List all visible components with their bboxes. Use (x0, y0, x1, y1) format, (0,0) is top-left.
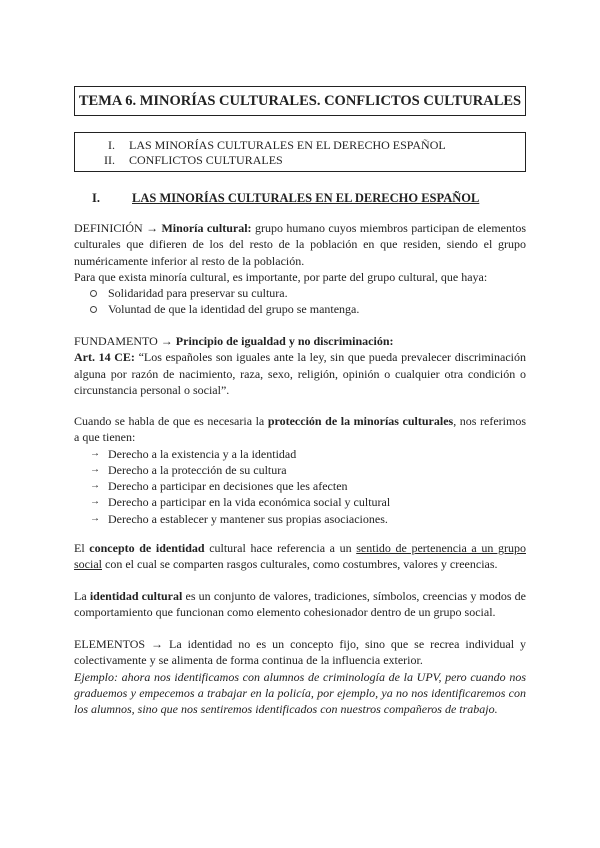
elementos-block (74, 636, 526, 717)
fundamento-block (74, 333, 526, 398)
list-item-text: Solidaridad para preservar su cultura. (108, 286, 288, 301)
definition-block (74, 220, 526, 318)
list-item-text: Derecho a la existencia y a la identidad (108, 446, 297, 461)
list-item (74, 511, 526, 527)
list-item (74, 478, 526, 494)
list-item-text: Derecho a establecer y mantener sus propias asociaciones. (108, 511, 388, 526)
toc-item-number: I. (108, 138, 115, 152)
document-title: TEMA 6. MINORÍAS CULTURALES. CONFLICTOS CULTURALES (78, 92, 522, 109)
proteccion-paragraph (74, 413, 526, 446)
proteccion-block (74, 413, 526, 527)
fundamento-heading (74, 333, 526, 349)
requirements-list (74, 285, 526, 318)
concepto-paragraph (74, 540, 526, 573)
article-quote (74, 349, 526, 398)
fundamento-lead: FUNDAMENTO → (74, 334, 176, 348)
definition-requirements: Para que exista minoría cultural, es importante, por parte del grupo cultural, que haya: (74, 269, 488, 284)
toc-item (91, 153, 525, 168)
article-text: “Los españoles son iguales ante la ley, sin que pueda prevalecer discriminación alguna por razón de nacimiento, raza, sexo, religión, opinión o cualquier otra condición o circunstancia personal o social”. (74, 350, 527, 397)
concepto-underlined: sentido de pertenencia a un grupo social (74, 541, 526, 572)
section-heading (92, 190, 479, 206)
list-item (74, 301, 526, 317)
fundamento-term: Principio de igualdad y no discriminación: (175, 334, 394, 348)
identidad-paragraph (74, 588, 526, 621)
identidad-post: es un conjunto de valores, tradiciones, símbolos, creencias y modos de comportamiento que funcionan como elemento cohesionador dentro de un grupo social. (74, 589, 527, 620)
table-of-contents (74, 132, 526, 172)
list-item (74, 462, 526, 478)
list-item-text: Derecho a participar en la vida económica social y cultural (108, 495, 391, 510)
article-reference: Art. 14 CE: (74, 350, 135, 365)
document-title-box (74, 86, 526, 116)
section-title: LAS MINORÍAS CULTURALES EN EL DERECHO ESPAÑOL (132, 191, 480, 205)
toc-item-label: LAS MINORÍAS CULTURALES EN EL DERECHO ESPAÑOL (129, 138, 446, 152)
arrow-right-icon: → (90, 447, 100, 459)
identidad-block (74, 588, 526, 621)
definition-lead: DEFINICIÓN → (74, 221, 162, 235)
rights-list (74, 446, 526, 527)
list-item (74, 285, 526, 301)
list-item-text: Derecho a la protección de su cultura (108, 462, 287, 477)
section-number: I. (92, 191, 100, 205)
concepto-term: concepto de identidad (89, 541, 205, 555)
definition-text: grupo humano cuyos miembros participan de elementos culturales que difieren de los del resto de la población en que residen, siendo el grupo numéricamente inferior al resto de la población. (74, 221, 526, 268)
proteccion-pre: Cuando se habla de que es necesaria la (74, 414, 268, 428)
proteccion-post: , nos referimos a que tienen: (74, 414, 526, 445)
proteccion-term: protección de la minorías culturales (267, 414, 454, 428)
arrow-right-icon: → (90, 512, 100, 524)
toc-item-number: II. (104, 152, 115, 167)
identidad-term: identidad cultural (89, 589, 183, 603)
list-item-text: Voluntad de que la identidad del grupo se mantenga. (108, 302, 360, 317)
example-paragraph: Ejemplo: ahora nos identificamos con alumnos de criminología de la UPV, pero cuando nos graduemos y empecemos a trabajar en la policía, por ejemplo, ya no nos identificaremos con los alumnos, sino que nos sentiremos identificados con nuestros compañeros de trabajo. (74, 669, 526, 717)
list-item (74, 494, 526, 510)
elementos-lead: ELEMENTOS → (74, 637, 170, 651)
toc-item (91, 138, 525, 153)
elementos-text: La identidad no es un concepto fijo, sino que se recrea individual y colectivamente y se alimenta de forma continua de la influencia exterior. (74, 637, 526, 668)
arrow-right-icon: → (90, 463, 100, 475)
identidad-pre: La (74, 589, 90, 603)
list-item (74, 446, 526, 462)
elementos-paragraph (74, 636, 526, 669)
arrow-right-icon: → (90, 480, 100, 492)
arrow-right-icon: → (90, 496, 100, 508)
concepto-block (74, 540, 526, 573)
list-item-text: Derecho a participar en decisiones que les afecten (108, 479, 348, 494)
concepto-mid: cultural hace referencia a un (204, 541, 357, 555)
concepto-post: con el cual se comparten rasgos culturales, como costumbres, valores y creencias. (102, 557, 498, 572)
toc-item-label: CONFLICTOS CULTURALES (129, 152, 283, 167)
concepto-pre: El (74, 541, 90, 555)
definition-term: Minoría cultural: (161, 221, 252, 235)
definition-paragraph (74, 220, 526, 269)
